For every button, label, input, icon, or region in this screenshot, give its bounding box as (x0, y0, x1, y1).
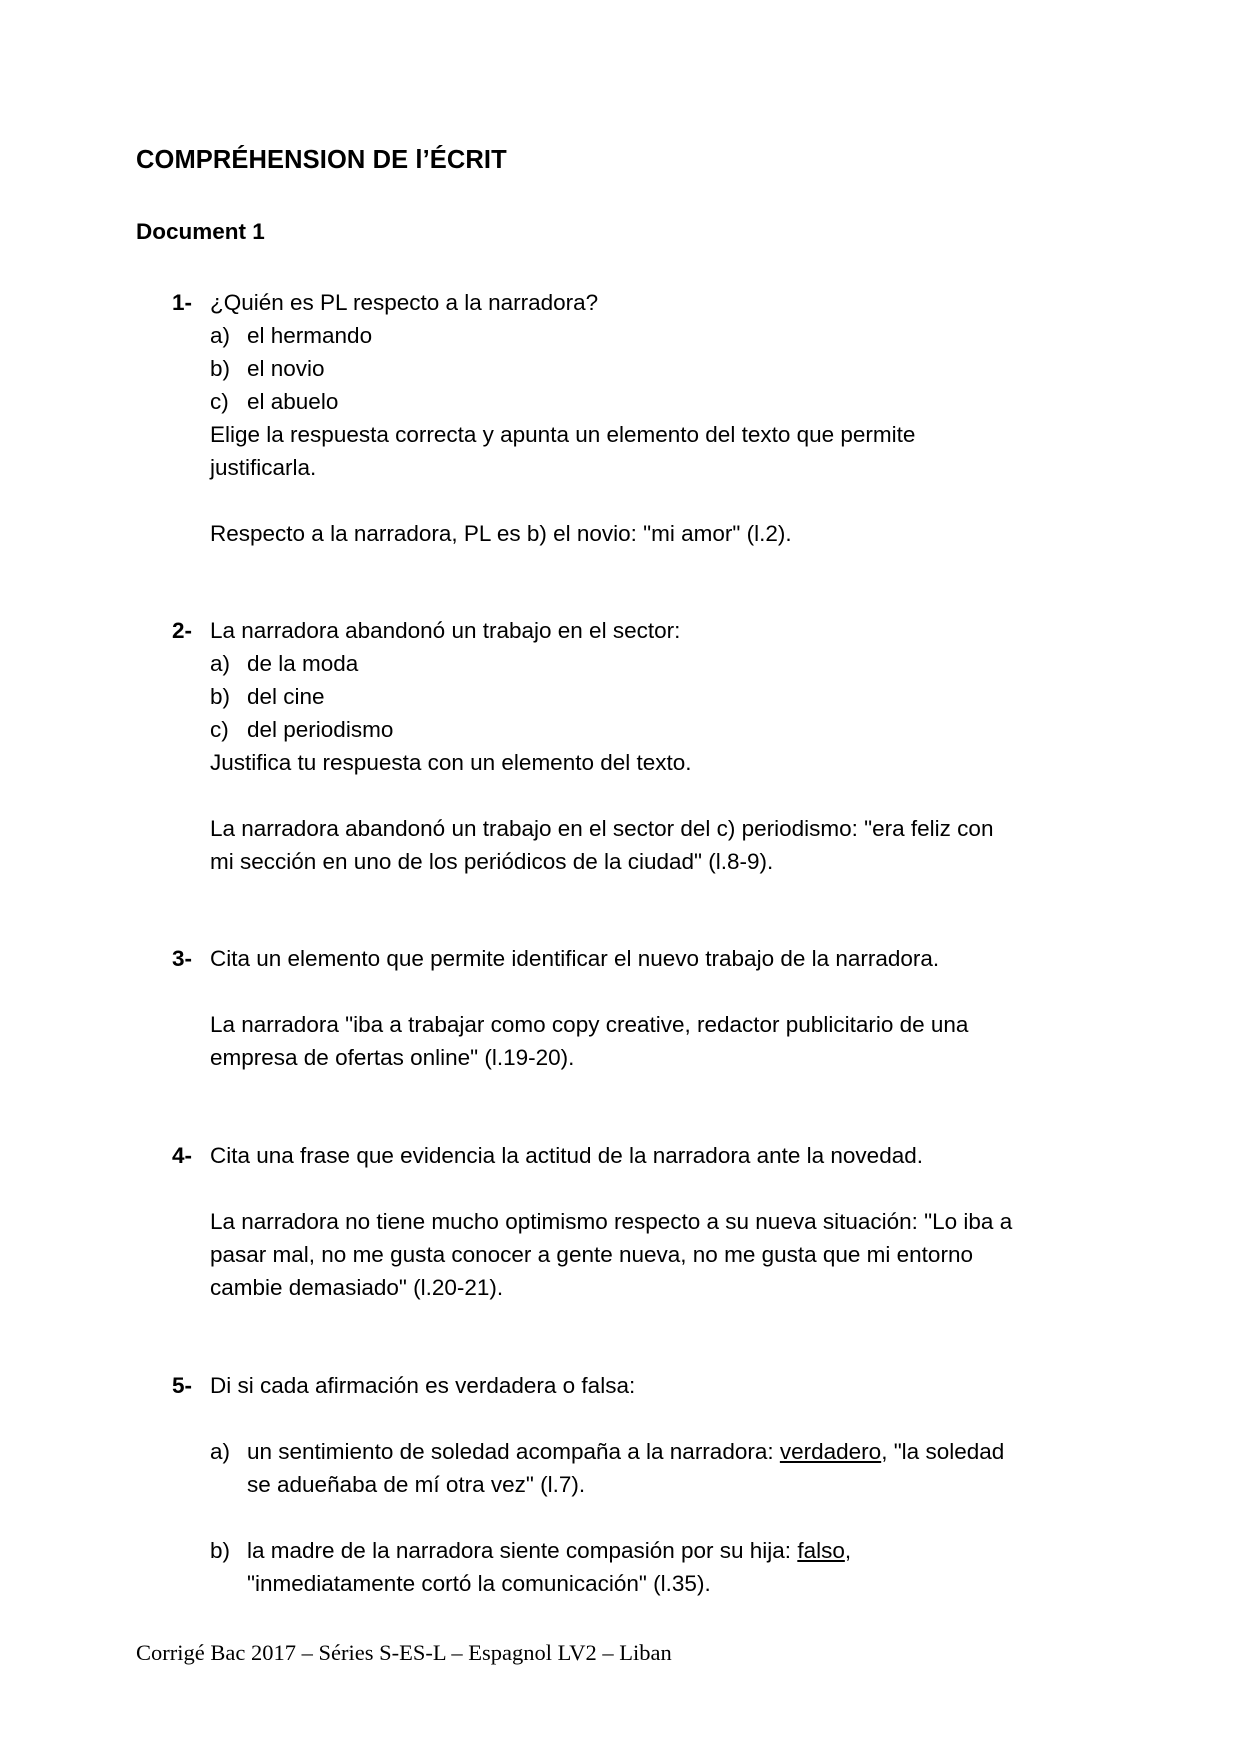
option-a: a) el hermando (210, 323, 373, 348)
question-number: 2- (172, 618, 193, 643)
answer-line: Respecto a la narradora, PL es b) el novio: "mi amor" (l.2). (210, 521, 792, 546)
option-c: c) del periodismo (210, 717, 394, 742)
question-number: 1- (172, 290, 193, 315)
instruction-line: Elige la respuesta correcta y apunta un elemento del texto que permite (210, 422, 916, 447)
question-5 (136, 1369, 1116, 1600)
instruction-line: justificarla. (210, 455, 317, 480)
statement-b: b) la madre de la narradora siente compasión por su hija: falso, "inmediatamente cortó la comunicación" (l.35). (210, 1538, 852, 1596)
answer-line: empresa de ofertas online" (l.19-20). (210, 1045, 575, 1070)
answer-line: cambie demasiado" (l.20-21). (210, 1275, 504, 1300)
answer-line: La narradora "iba a trabajar como copy creative, redactor publicitario de una (210, 1012, 969, 1037)
verdict-false: falso (797, 1538, 845, 1563)
page-footer: Corrigé Bac 2017 – Séries S-ES-L – Espagnol LV2 – Liban (136, 1640, 672, 1665)
statement-a: a) un sentimiento de soledad acompaña a la narradora: verdadero, "la soledad se adueñaba de mí otra vez" (l.7). (210, 1439, 1005, 1497)
verdict-true: verdadero (779, 1439, 882, 1464)
option-a: a) de la moda (210, 651, 359, 676)
question-number: 3- (172, 946, 193, 971)
instruction-line: Justifica tu respuesta con un elemento del texto. (210, 750, 692, 775)
question-number: 4- (172, 1143, 193, 1168)
answer-line: La narradora no tiene mucho optimismo respecto a su nueva situación: "Lo iba a (210, 1209, 1013, 1234)
answer-line: La narradora abandonó un trabajo en el sector del c) periodismo: "era feliz con (210, 816, 994, 841)
document-label: Document 1 (136, 219, 265, 244)
question-prompt: Cita una frase que evidencia la actitud de la narradora ante la novedad. (210, 1143, 923, 1168)
option-c: c) el abuelo (210, 389, 339, 414)
question-2 (136, 614, 1116, 878)
question-number: 5- (172, 1373, 193, 1398)
question-prompt: Cita un elemento que permite identificar el nuevo trabajo de la narradora. (210, 946, 940, 971)
question-1 (136, 286, 1116, 550)
question-4 (136, 1139, 1116, 1304)
question-prompt: ¿Quién es PL respecto a la narradora? (210, 290, 599, 315)
question-3 (136, 942, 1116, 1074)
question-prompt: Di si cada afirmación es verdadera o falsa: (210, 1373, 636, 1398)
option-b: b) del cine (210, 684, 325, 709)
question-prompt: La narradora abandonó un trabajo en el sector: (210, 618, 681, 643)
option-b: b) el novio (210, 356, 325, 381)
answer-line: mi sección en uno de los periódicos de la ciudad" (l.8-9). (210, 849, 774, 874)
answer-line: pasar mal, no me gusta conocer a gente nueva, no me gusta que mi entorno (210, 1242, 973, 1267)
page-title: COMPRÉHENSION DE l’ÉCRIT (136, 146, 507, 174)
